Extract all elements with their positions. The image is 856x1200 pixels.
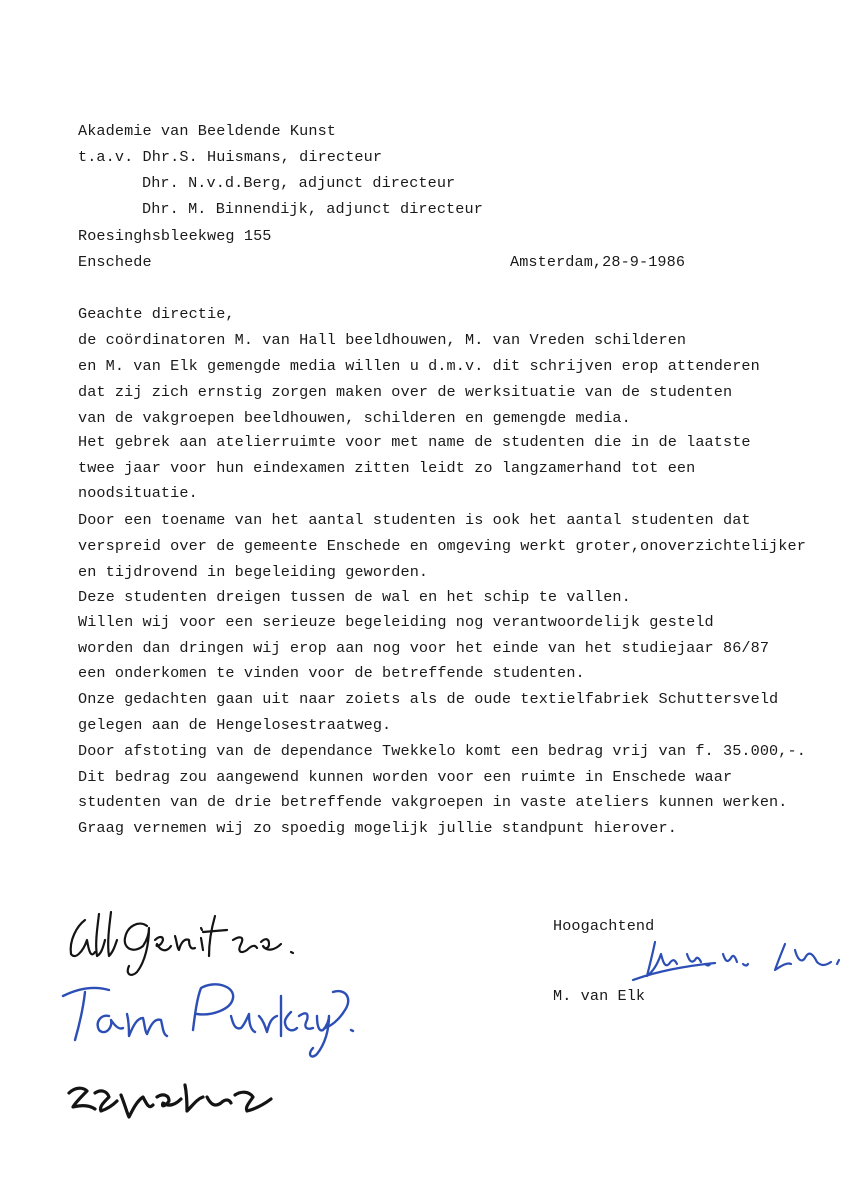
body-line: gelegen aan de Hengelosestraatweg. [78,716,392,734]
recipient-city: Enschede [78,253,152,271]
body-line: twee jaar voor hun eindexamen zitten leidt zo langzamerhand tot een [78,459,696,477]
body-line: en M. van Elk gemengde media willen u d.m.v. dit schrijven erop attenderen [78,357,760,375]
signature-coordinator-2 [55,970,355,1060]
body-line: dat zij zich ernstig zorgen maken over de werksituatie van de studenten [78,383,733,401]
body-line: en tijdrovend in begeleiding geworden. [78,563,429,581]
body-line: Deze studenten dreigen tussen de wal en het schip te vallen. [78,588,631,606]
body-line: studenten van de drie betreffende vakgroepen in vaste ateliers kunnen werken. [78,793,788,811]
body-line: Willen wij voor een serieuze begeleiding nog verantwoordelijk gesteld [78,613,714,631]
recipient-attention: t.a.v. Dhr.S. Huismans, directeur [78,148,383,166]
body-line: Dit bedrag zou aangewend kunnen worden voor een ruimte in Enschede waar [78,768,733,786]
body-line: Graag vernemen wij zo spoedig mogelijk jullie standpunt hierover. [78,819,677,837]
body-line: worden dan dringen wij erop aan nog voor het einde van het studiejaar 86/87 [78,639,770,657]
signature-van-elk [625,930,850,985]
body-line: een onderkomen te vinden voor de betreffende studenten. [78,664,585,682]
body-line: verspreid over de gemeente Enschede en omgeving werkt groter,onoverzichtelijker [78,537,806,555]
place-date: Amsterdam,28-9-1986 [510,253,686,271]
signer-name: M. van Elk [553,987,646,1005]
body-line: de coördinatoren M. van Hall beeldhouwen, M. van Vreden schilderen [78,331,687,349]
body-line: Onze gedachten gaan uit naar zoiets als de oude textielfabriek Schuttersveld [78,690,779,708]
body-line: Door afstoting van de dependance Twekkelo komt een bedrag vrij van f. 35.000,-. [78,742,806,760]
recipient-street: Roesinghsbleekweg 155 [78,227,272,245]
body-line: van de vakgroepen beeldhouwen, schilderen en gemengde media. [78,409,631,427]
body-line: Door een toename van het aantal studenten is ook het aantal studenten dat [78,511,751,529]
closing: Hoogachtend [553,917,655,935]
body-line: Het gebrek aan atelierruimte voor met name de studenten die in de laatste [78,433,751,451]
salutation: Geachte directie, [78,305,235,323]
recipient-cc-2: Dhr. M. Binnendijk, adjunct directeur [142,200,483,218]
recipient-cc-1: Dhr. N.v.d.Berg, adjunct directeur [142,174,456,192]
body-line: noodsituatie. [78,484,198,502]
signature-coordinator-1 [55,900,305,980]
signature-coordinator-3 [65,1075,285,1125]
recipient-name: Akademie van Beeldende Kunst [78,122,336,140]
